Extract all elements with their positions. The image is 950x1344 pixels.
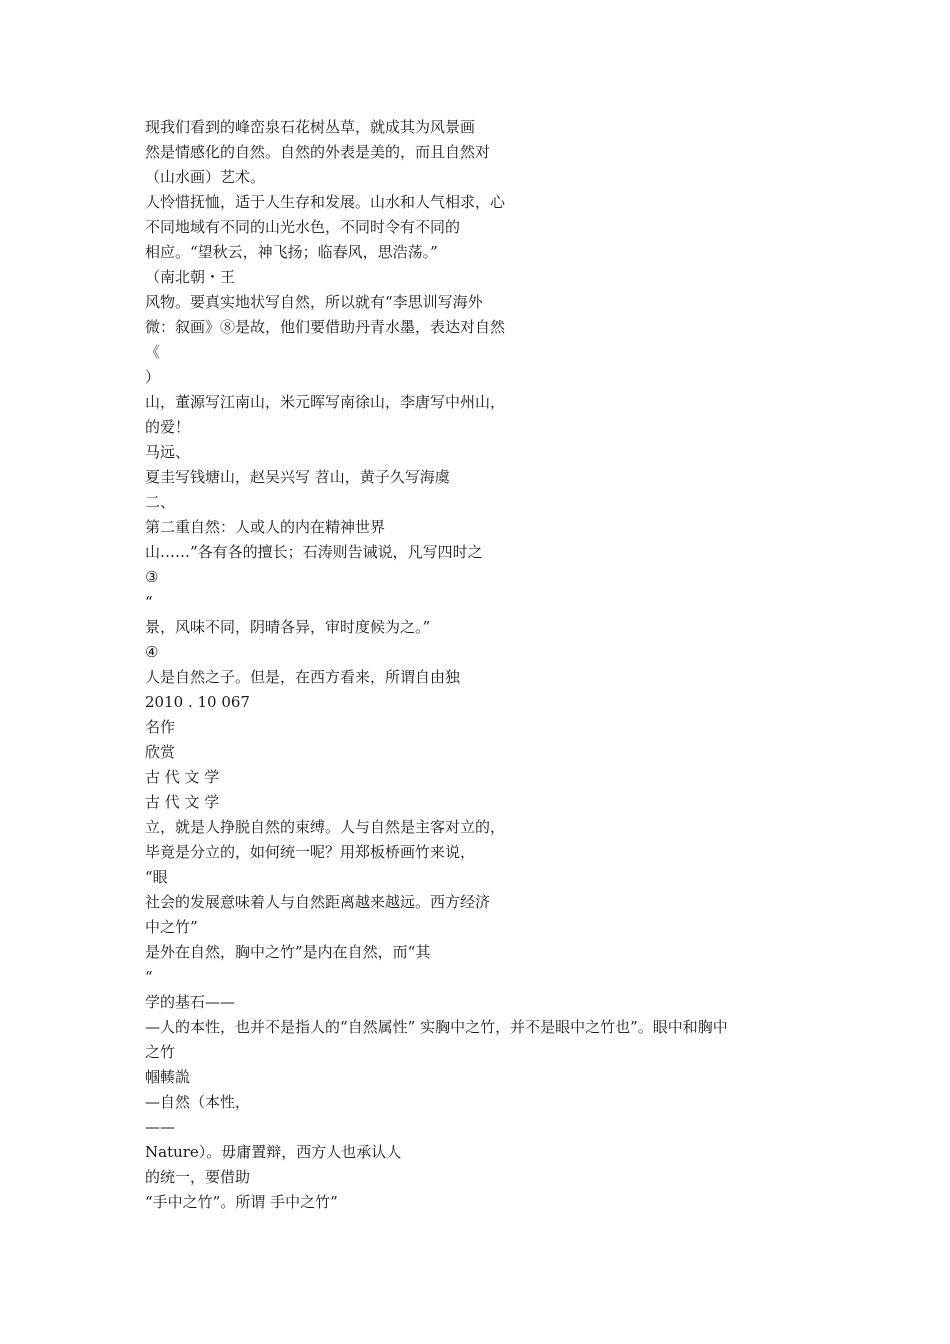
text-line: 学的基石——: [145, 993, 236, 1011]
section-heading: 第二重自然：人或人的内在精神世界: [145, 518, 386, 536]
text-line: 马远、: [145, 443, 191, 461]
text-line: —人的本性，也并不是指人的“自然属性” 实胸中之竹，并不是眼中之竹也”。眼中和胸中: [145, 1018, 728, 1036]
text-line: 微：叙画》⑧是故，他们要借助丹青水墨，表达对自然: [145, 318, 506, 336]
text-line: 夏圭写钱塘山，赵吴兴写 苕山，黄子久写海虞: [145, 468, 450, 486]
text-line: 人是自然之子。但是，在西方看来，所谓自由独: [145, 668, 461, 686]
text-line: 不同地域有不同的山光水色，不同时令有不同的: [145, 218, 461, 236]
text-line: Nature）。毋庸置辩，西方人也承认人: [145, 1143, 402, 1161]
text-line: 景，风味不同，阴晴各异，审时度候为之。”: [145, 618, 431, 636]
text-line: 社会的发展意味着人与自然距离越来越远。西方经济: [145, 893, 491, 911]
section-number: 二、: [145, 493, 176, 511]
text-line: （山水画）艺术。: [145, 168, 266, 186]
text-line: 是外在自然，胸中之竹”是内在自然，而“其: [145, 943, 431, 961]
text-line: 人怜惜抚恤，适于人生存和发展。山水和人气相求，心: [145, 193, 506, 211]
text-line: “: [145, 968, 153, 986]
body-text: [145, 115, 845, 1215]
text-line: 现我们看到的峰峦泉石花树丛草，就成其为风景画: [145, 118, 476, 136]
text-line: 相应。“望秋云，神飞扬；临春风，思浩荡。”: [145, 243, 438, 261]
text-line: 的统一，要借助: [145, 1168, 251, 1186]
text-line: 立，就是人挣脱自然的束缚。人与自然是主客对立的，: [145, 818, 506, 836]
text-line: ——: [145, 1118, 175, 1136]
text-line: 帼輳詤: [145, 1068, 191, 1086]
text-line: 风物。要真实地状写自然，所以就有“李思训写海外: [145, 293, 483, 311]
text-line: 毕竟是分立的，如何统一呢？用郑板桥画竹来说，: [145, 843, 476, 861]
text-line: 的爱！: [145, 418, 191, 436]
text-line: 《: [145, 343, 161, 361]
text-line: “手中之竹”。所谓 手中之竹”: [145, 1193, 338, 1211]
section-label: 古 代 文 学: [145, 793, 220, 811]
text-line: 之竹: [145, 1043, 176, 1061]
footnote-marker: ③: [145, 568, 159, 586]
page-number: 2010 . 10 067: [145, 693, 250, 711]
text-line: ）: [145, 368, 161, 386]
text-line: “眼: [145, 868, 168, 886]
footnote-marker: ④: [145, 643, 159, 661]
text-line: —自然（本性，: [145, 1093, 251, 1111]
section-label: 古 代 文 学: [145, 768, 220, 786]
text-line: 然是情感化的自然。自然的外表是美的，而且自然对: [145, 143, 491, 161]
text-line: 山……”各有各的擅长；石涛则告诫说，凡写四时之: [145, 543, 483, 561]
journal-label: 名作: [145, 718, 176, 736]
text-line: 中之竹”: [145, 918, 198, 936]
journal-label: 欣赏: [145, 743, 176, 761]
text-line: （南北朝・王: [145, 268, 236, 286]
text-line: 山，董源写江南山，米元晖写南徐山，李唐写中州山，: [145, 393, 506, 411]
text-line: “: [145, 593, 153, 611]
